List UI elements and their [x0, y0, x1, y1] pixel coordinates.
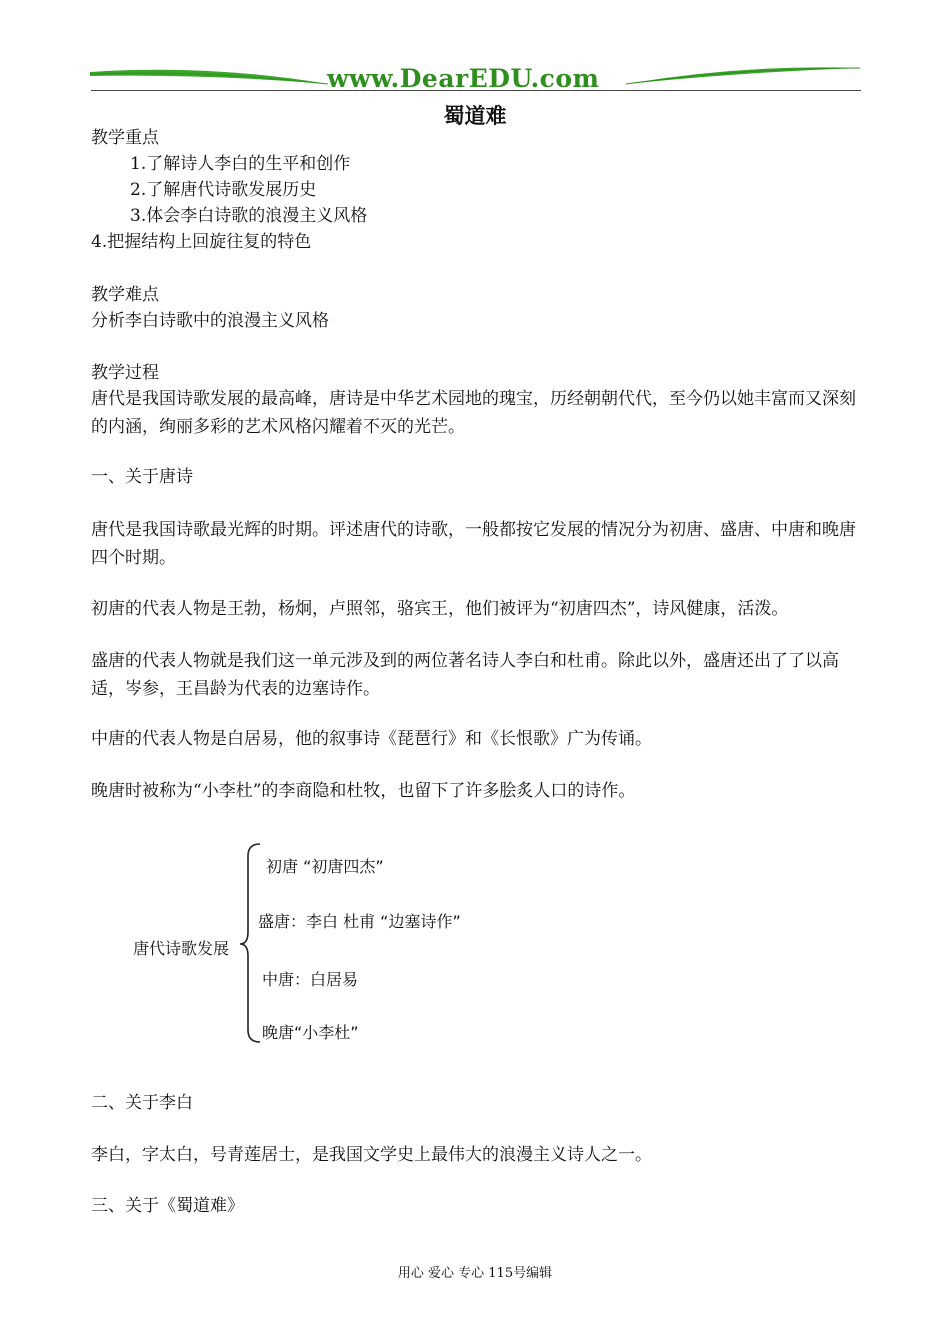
key-point-item: 4.把握结构上回旋往复的特色	[91, 232, 312, 252]
header-swoosh-right	[624, 62, 864, 90]
diagram-brace	[238, 840, 266, 1046]
section1-paragraph: 唐代是我国诗歌最光辉的时期。评述唐代的诗歌，一般都按它发展的情况分为初唐、盛唐、中唐和晚唐四个时期。	[91, 520, 856, 568]
process-heading: 教学过程	[91, 363, 159, 383]
section1-paragraph: 初唐的代表人物是王勃，杨炯，卢照邻，骆宾王，他们被评为“初唐四杰”，诗风健康，活泼。	[91, 599, 789, 619]
difficult-points-heading: 教学难点	[91, 285, 159, 305]
page-title: 蜀道难	[443, 104, 507, 128]
diagram-branch: 晚唐“小李杜”	[262, 1023, 359, 1042]
diagram-branch: 盛唐：李白 杜甫 “边塞诗作”	[258, 912, 461, 931]
section1-heading: 一、关于唐诗	[91, 467, 193, 487]
header-logo: www.DearEDU.com	[327, 64, 600, 93]
diagram-branch: 初唐 “初唐四杰”	[266, 857, 384, 876]
header-swoosh-left	[88, 62, 333, 90]
diagram-root: 唐代诗歌发展	[133, 939, 230, 958]
section1-paragraph: 中唐的代表人物是白居易，他的叙事诗《琵琶行》和《长恨歌》广为传诵。	[91, 729, 652, 749]
key-point-item: 3.体会李白诗歌的浪漫主义风格	[130, 206, 368, 226]
difficult-points-text: 分析李白诗歌中的浪漫主义风格	[91, 311, 329, 331]
section2-heading: 二、关于李白	[91, 1093, 193, 1113]
key-points-heading: 教学重点	[91, 128, 159, 148]
diagram-branch: 中唐：白居易	[262, 970, 359, 989]
key-point-item: 1.了解诗人李白的生平和创作	[130, 154, 351, 174]
section3-heading: 三、关于《蜀道难》	[91, 1196, 244, 1216]
process-intro: 唐代是我国诗歌发展的最高峰，唐诗是中华艺术园地的瑰宝，历经朝朝代代，至今仍以她丰富而又深刻的内涵，绚丽多彩的艺术风格闪耀着不灭的光芒。	[91, 389, 856, 437]
header-rule	[91, 90, 861, 91]
page-footer: 用心 爱心 专心 115号编辑	[397, 1266, 553, 1281]
section1-paragraph: 晚唐时被称为“小李杜”的李商隐和杜牧，也留下了许多脍炙人口的诗作。	[91, 781, 636, 801]
section2-paragraph: 李白，字太白，号青莲居士，是我国文学史上最伟大的浪漫主义诗人之一。	[91, 1145, 652, 1165]
key-point-item: 2.了解唐代诗歌发展历史	[130, 180, 317, 200]
section1-paragraph: 盛唐的代表人物就是我们这一单元涉及到的两位著名诗人李白和杜甫。除此以外，盛唐还出了了以高适，岑参，王昌龄为代表的边塞诗作。	[91, 651, 839, 699]
